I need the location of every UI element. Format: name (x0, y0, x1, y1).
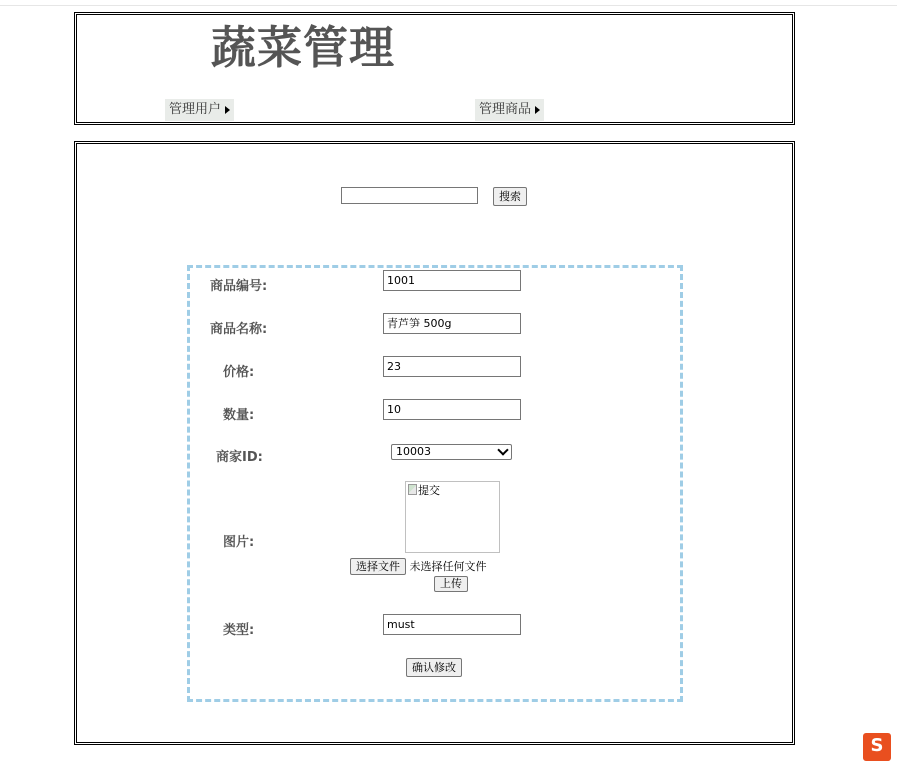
no-file-text: 未选择任何文件 (409, 560, 487, 573)
extension-s-icon[interactable]: S (863, 733, 891, 761)
page-title: 蔬菜管理 (211, 21, 396, 74)
image-alt-text: 提交 (418, 484, 440, 497)
product-name-field[interactable]: 青芦笋 500g (383, 313, 521, 334)
product-name-label: 商品名称: (210, 322, 268, 337)
type-field[interactable]: must (383, 614, 521, 635)
header-panel (74, 12, 795, 125)
nav-manage-users[interactable] (165, 99, 234, 121)
top-divider (0, 5, 897, 6)
search-button[interactable]: 搜索 (493, 187, 527, 206)
image-label: 图片: (223, 535, 255, 550)
main-panel (74, 141, 795, 745)
search-input[interactable] (341, 187, 478, 204)
quantity-field[interactable]: 10 (383, 399, 521, 420)
nav-manage-users-label: 管理用户 (169, 102, 222, 117)
product-id-label: 商品编号: (210, 279, 268, 294)
product-edit-form (187, 265, 683, 702)
nav-manage-products-label: 管理商品 (479, 102, 532, 117)
caret-right-icon (225, 106, 230, 114)
choose-file-button[interactable]: 选择文件 (350, 558, 406, 575)
merchant-id-selected: 10003 (396, 445, 431, 458)
upload-button[interactable]: 上传 (434, 576, 468, 592)
quantity-label: 数量: (223, 408, 255, 423)
product-id-field[interactable]: 1001 (383, 270, 521, 291)
chevron-down-icon (497, 444, 508, 455)
nav-manage-products[interactable] (475, 99, 544, 121)
price-label: 价格: (223, 365, 255, 380)
price-field[interactable]: 23 (383, 356, 521, 377)
file-picker (350, 558, 487, 575)
merchant-id-select[interactable] (391, 444, 512, 460)
confirm-edit-button[interactable]: 确认修改 (406, 658, 462, 677)
merchant-id-label: 商家ID: (216, 450, 263, 465)
image-preview (405, 481, 500, 553)
caret-right-icon (535, 106, 540, 114)
broken-image-icon (408, 484, 417, 495)
type-label: 类型: (223, 623, 255, 638)
